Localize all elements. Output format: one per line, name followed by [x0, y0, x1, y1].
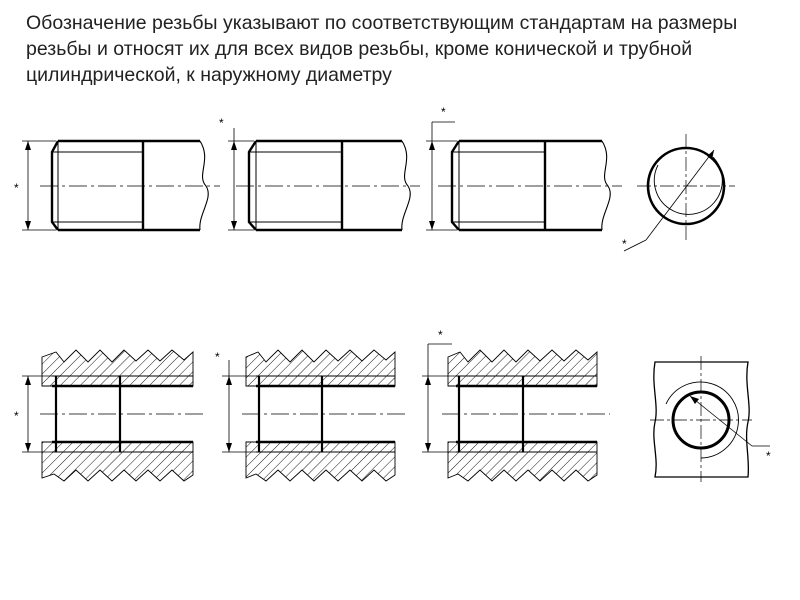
caption-line-1: Обозначение резьбы указывают по соответствующим стандартам на размеры [26, 12, 738, 34]
caption-line-2: резьбы и относят их для всех видов резьбы, кроме конической и трубной [26, 38, 693, 60]
size-mark-8: * [766, 449, 771, 463]
internal-thread-view-2 [222, 350, 408, 481]
internal-thread-view-1 [22, 350, 206, 481]
size-mark-6: * [215, 350, 220, 364]
size-mark-3: * [441, 105, 446, 119]
size-mark-7: * [438, 328, 443, 342]
size-mark-4: * [622, 237, 627, 251]
external-thread-view-3 [426, 122, 622, 230]
size-mark-5: * [14, 409, 19, 423]
caption-line-3: цилиндрической, к наружному диаметру [26, 64, 392, 86]
external-thread-view-2 [228, 128, 420, 230]
external-thread-end-view [624, 134, 735, 251]
external-thread-view-1 [22, 141, 220, 230]
internal-thread-end-view [650, 356, 770, 482]
internal-thread-view-3 [422, 344, 610, 481]
size-mark-1: * [14, 181, 19, 195]
size-mark-2: * [219, 116, 224, 130]
